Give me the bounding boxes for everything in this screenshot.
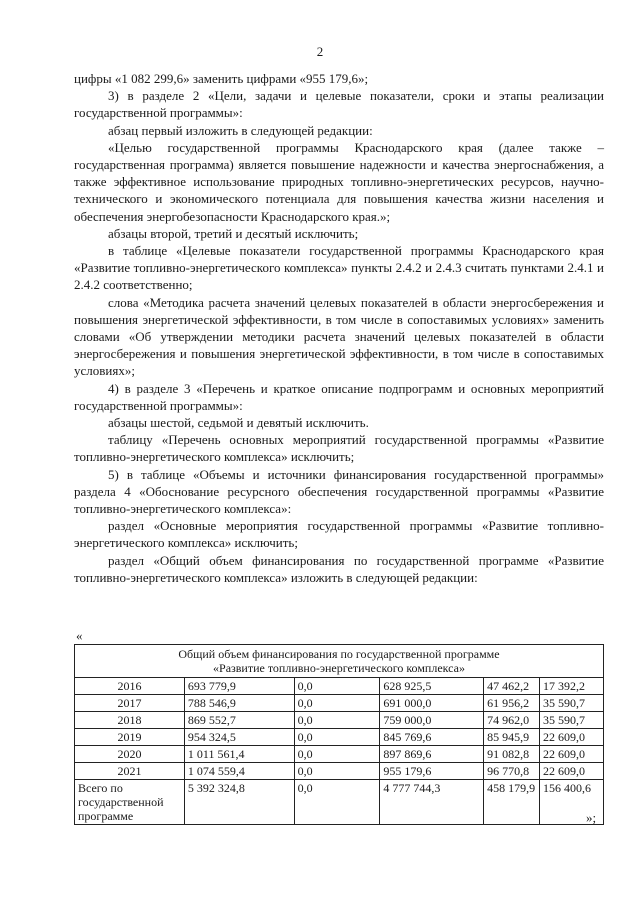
- total-label-cell: Всего по государственной программе: [75, 780, 185, 825]
- closing-quote: »;: [586, 810, 597, 825]
- table-caption: [75, 645, 604, 678]
- paragraph-exclude-section: раздел «Основные мероприятия государственной программы «Развитие топливно-энергетического комплекса» исключить;: [74, 518, 604, 551]
- value-cell: 22 609,0: [540, 729, 604, 746]
- paragraph-exclude-table: таблицу «Перечень основных мероприятий государственной программы «Развитие топливно-энергетического комплекса» исключить;: [74, 432, 604, 465]
- value-cell: 955 179,6: [380, 763, 484, 780]
- value-cell: 74 962,0: [484, 712, 540, 729]
- total-cell: 869 552,7: [184, 712, 294, 729]
- table-row: [75, 746, 604, 763]
- table-caption-row: [75, 645, 604, 678]
- paragraph-item-3: 3) в разделе 2 «Цели, задачи и целевые показатели, сроки и этапы реализации государственной программы»:: [74, 88, 604, 121]
- value-cell: 0,0: [294, 729, 380, 746]
- value-cell: 0,0: [294, 695, 380, 712]
- value-cell: 4 777 744,3: [380, 780, 484, 825]
- paragraph-exclude-abzacs: абзацы второй, третий и десятый исключить;: [108, 225, 359, 241]
- year-cell: 2017: [75, 695, 185, 712]
- value-cell: 91 082,8: [484, 746, 540, 763]
- value-cell: 47 462,2: [484, 678, 540, 695]
- value-cell: 156 400,6: [540, 780, 604, 825]
- total-cell: 1 074 559,4: [184, 763, 294, 780]
- paragraph-item-4: 4) в разделе 3 «Перечень и краткое описание подпрограмм и основных мероприятий государственной программы»:: [74, 380, 604, 413]
- table-row: [75, 763, 604, 780]
- value-cell: 0,0: [294, 678, 380, 695]
- value-cell: 897 869,6: [380, 746, 484, 763]
- paragraph-exclude-6-7-9: абзацы шестой, седьмой и девятый исключить.: [108, 415, 369, 431]
- value-cell: 845 769,6: [380, 729, 484, 746]
- value-cell: 61 956,2: [484, 695, 540, 712]
- total-cell: 954 324,5: [184, 729, 294, 746]
- paragraph-first-abzac: абзац первый изложить в следующей редакции:: [108, 122, 373, 138]
- value-cell: 35 590,7: [540, 695, 604, 712]
- total-cell: 788 546,9: [184, 695, 294, 712]
- document-body: [74, 70, 604, 586]
- paragraph-figures-replace: цифры «1 082 299,6» заменить цифрами «955 179,6»;: [74, 71, 369, 86]
- total-cell: 693 779,9: [184, 678, 294, 695]
- value-cell: 691 000,0: [380, 695, 484, 712]
- paragraph-new-edition: раздел «Общий объем финансирования по государственной программе «Развитие топливно-энергетического комплекса» изложить в следующей редакции:: [74, 552, 604, 585]
- paragraph-methodology: слова «Методика расчета значений целевых показателей в области энергосбережения и повышения энергетической эффективности, в том числе в сопоставимых условиях» заменить словами «Об утверждении методики расчета значений целевых показателей в области энергосбережения и повышения энергетической эффективности, в том числе в сопоставимых условиях»;: [74, 294, 604, 379]
- table-caption-line-1: Общий объем финансирования по государственной программе: [178, 647, 500, 661]
- year-cell: 2016: [75, 678, 185, 695]
- table-row: [75, 695, 604, 712]
- year-cell: 2019: [75, 729, 185, 746]
- value-cell: 0,0: [294, 746, 380, 763]
- value-cell: 0,0: [294, 712, 380, 729]
- value-cell: 17 392,2: [540, 678, 604, 695]
- opening-quote: «: [76, 628, 83, 643]
- table-total-row: [75, 780, 604, 825]
- table-row: [75, 678, 604, 695]
- value-cell: 35 590,7: [540, 712, 604, 729]
- total-cell: 5 392 324,8: [184, 780, 294, 825]
- year-cell: 2020: [75, 746, 185, 763]
- value-cell: 628 925,5: [380, 678, 484, 695]
- total-cell: 1 011 561,4: [184, 746, 294, 763]
- value-cell: 0,0: [294, 763, 380, 780]
- value-cell: 759 000,0: [380, 712, 484, 729]
- page-number: 2: [316, 44, 324, 59]
- paragraph-goal-quote: «Целью государственной программы Краснодарского края (далее также – государственная программа) является повышение надежности и качества энергоснабжения, а также эффективное использование природных топливно-энергетических ресурсов, научно-технического и экономического потенциала для повышения качества жизни населения и обеспечения энергобезопасности Краснодарского края.»;: [74, 139, 604, 224]
- year-cell: 2021: [75, 763, 185, 780]
- year-cell: 2018: [75, 712, 185, 729]
- value-cell: 0,0: [294, 780, 380, 825]
- value-cell: 458 179,9: [484, 780, 540, 825]
- value-cell: 22 609,0: [540, 746, 604, 763]
- table-caption-line-2: «Развитие топливно-энергетического комплекса»: [213, 661, 465, 675]
- financing-table: [74, 644, 604, 825]
- value-cell: 85 945,9: [484, 729, 540, 746]
- value-cell: 22 609,0: [540, 763, 604, 780]
- paragraph-item-5: 5) в таблице «Объемы и источники финансирования государственной программы» раздела 4 «Обоснование ресурсного обеспечения государственной программы «Развитие топливно-энергетического комплекса»:: [74, 466, 604, 517]
- value-cell: 96 770,8: [484, 763, 540, 780]
- table-row: [75, 729, 604, 746]
- paragraph-target-indicators: в таблице «Целевые показатели государственной программы Краснодарского края «Развитие топливно-энергетического комплекса» пункты 2.4.2 и 2.4.3 считать пунктами 2.4.1 и 2.4.2 соответственно;: [74, 243, 604, 293]
- table-row: [75, 712, 604, 729]
